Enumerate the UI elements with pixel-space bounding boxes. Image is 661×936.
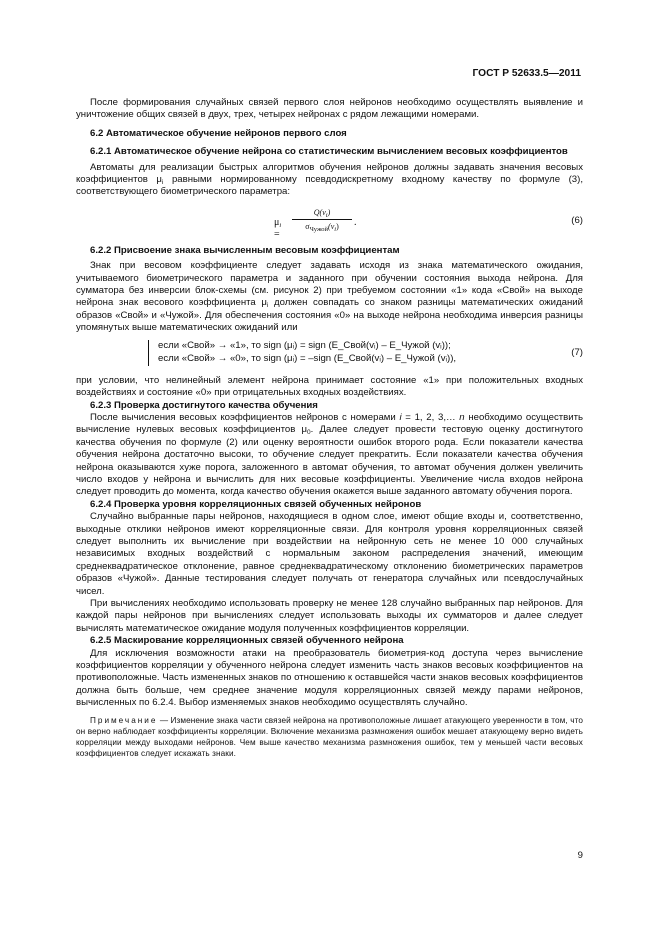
note-label: Примечание — [90, 715, 158, 725]
sigma-symbol: σ — [305, 221, 310, 231]
text-part: должен совпадать со знаком разницы математических ожиданий образов «Свой» и «Чужой». Для обеспечения состояния «0» на выходе нейрона необходима инверсия разницы упомянутых выше математических ожиданий или — [76, 297, 583, 334]
text-part: (v — [328, 221, 335, 231]
formula-6 — [76, 205, 583, 239]
formula-lhs — [274, 217, 281, 242]
system-line-2: если «Свой» → «0», то sign (μᵢ) = –sign (E_Свой(vᵢ) – E_Чужой (vᵢ)), — [158, 352, 457, 364]
formula-fraction — [292, 207, 352, 233]
mu-symbol: μ — [274, 216, 280, 228]
fraction-numerator — [292, 207, 352, 218]
text-part: Знак при весовом коэффициенте следует задавать исходя из знака математического ожидания, учитываемого биометрического параметра и заданного при обучении состояния выхода нейрона. Для сумматора без инверсии блок-схемы (см. рисунок 2) при требуемом состоянии «1» кода «Свой» на выходе нейрона знак весового коэффициента μ — [76, 260, 583, 309]
text-part: = 1, 2, 3,… — [401, 411, 460, 423]
fraction-bar — [292, 219, 352, 220]
text-part: Автоматы для реализации быстрых алгоритмов обучения нейронов должны задавать значения весовых коэффициентов μ — [76, 161, 583, 186]
document-body — [76, 97, 583, 759]
system-brace — [148, 340, 153, 366]
subscript: i — [325, 211, 328, 219]
section-6-2-4-title: 6.2.4 Проверка уровня корреляционных связей обученных нейронов — [90, 498, 422, 510]
formula-period: . — [354, 216, 357, 228]
section-6-2-3-paragraph — [76, 412, 583, 499]
text-part: Q(v — [313, 207, 326, 217]
formula-7 — [76, 340, 583, 370]
subscript: i — [334, 225, 337, 233]
standard-header: ГОСТ Р 52633.5—2011 — [472, 68, 581, 79]
text-part: равными нормированному псевдодискретному входному качеству по формуле (3), соответствующего биометрического параметра: — [76, 174, 583, 198]
subscript: 0 — [307, 429, 311, 437]
fraction-denominator — [292, 221, 352, 233]
subscript: Чужой — [309, 225, 329, 233]
subscript: i — [161, 179, 164, 187]
italic-var: i — [399, 411, 402, 423]
italic-var: n — [459, 411, 465, 423]
page-number: 9 — [577, 850, 583, 861]
text-part: ) — [336, 221, 339, 231]
text-part: ) — [327, 207, 331, 217]
text-part: После вычисления весовых коэффициентов нейронов с номерами — [90, 411, 400, 423]
section-6-2-1-paragraph — [76, 162, 583, 199]
formula-number: (7) — [571, 346, 583, 358]
section-6-2-1-title: 6.2.1 Автоматическое обучение нейрона со статистическим вычислением весовых коэффициентов — [90, 146, 568, 158]
section-6-2-title: 6.2 Автоматическое обучение нейронов первого слоя — [90, 127, 347, 139]
section-6-2-4-paragraph-2: При вычислениях необходимо использовать проверку не менее 128 случайно выбранных пар нейронов. Для каждой пары нейронов при вычислениях следует использовать выходы их сумматоров и далее следует вычислять математическое ожидание модуля полученных коэффициентов корреляции. — [76, 598, 583, 634]
subscript: i — [266, 302, 269, 310]
text-part: . Далее следует провести тестовую оценку достигнутого качества обучения по формуле (2) или оценку вероятности ошибок второго рода. Если показатели качества обучения нейрона достаточно высоки, то обучение следует прекратить. Если показатели качества обучения нейрона оказываются хуже порога, заложенного в автомат обучения, то автомат обучения должен увеличить число входов у нейрона и вычислить для них весовые коэффициенты. Увеличение числа входов нейрона следует проводить до момента, когда качество обучения окажется выше заданного автомату обучения порога. — [76, 424, 583, 498]
system-line-1: если «Свой» → «1», то sign (μᵢ) = sign (E_Свой(vᵢ) – E_Чужой (vᵢ)); — [158, 339, 451, 351]
section-6-2-5-paragraph: Для исключения возможности атаки на преобразователь биометрия-код доступа через вычисление коэффициентов корреляции у обученного нейрона следует изменить часть знаков весовых коэффициентов на противоположные. Часть измененных знаков по отношению к оставшейся части знаков весовых коэффициентов должна быть больше, чем среднее значение модуля корреляционных связей между парами нейронов, вычисленных по 6.2.4. Выбор изменяемых знаков необходимо осуществлять случайно. — [76, 647, 583, 709]
equals-sign: = — [274, 229, 280, 241]
note-paragraph — [76, 715, 583, 759]
note-text: — Изменение знака части связей нейрона на противоположные лишает атакующего уверенности в том, что он верно наблюдает коэффициенты корреляции. Включение механизма размножения ошибок мешает атакующему верно видеть корреляции между выходами нейронов. Чем выше качество механизма размножения ошибок, тем у меньшей части весовых коэффициентов следует искажать знаки. — [76, 715, 583, 758]
intro-paragraph: После формирования случайных связей первого слоя нейронов необходимо осуществлять выявление и уничтожение общих связей в двух, трех, четырех нейронах с рядом лежащими номерами. — [76, 97, 583, 121]
text-part: необходимо осуществить вычисление нулевых весовых коэффициентов μ — [76, 411, 583, 436]
section-6-2-4-paragraph-1: Случайно выбранные пары нейронов, находящиеся в одном слое, имеют общие входы и, соответственно, выходные отклики нейронов имеют корреляционные связи. Для контроля уровня корреляционных связей следует выполнить их вычисление при воздействии на нейронную сеть не менее 10 000 случайных независимых входных воздействий с нормальным законом распределения значений, имеющим среднеквадратическое отклонение, равное среднеквадратическому отклонению биометрических параметров образов «Чужой». Данные тестирования следует получать от генератора случайных или псевдослучайных чисел. — [76, 511, 583, 597]
section-6-2-2-paragraph-2: при условии, что нелинейный элемент нейрона принимает состояние «1» при положительных входных воздействиях и состояние «0» при отрицательных входных воздействиях. — [76, 374, 583, 399]
section-6-2-2-paragraph — [76, 260, 583, 334]
section-6-2-3-title: 6.2.3 Проверка достигнутого качества обучения — [90, 399, 318, 411]
subscript: i — [279, 221, 282, 229]
section-6-2-2-title: 6.2.2 Присвоение знака вычисленным весовым коэффициентам — [90, 244, 400, 256]
formula-number: (6) — [571, 214, 583, 226]
section-6-2-5-title: 6.2.5 Маскирование корреляционных связей обученного нейрона — [90, 635, 404, 647]
